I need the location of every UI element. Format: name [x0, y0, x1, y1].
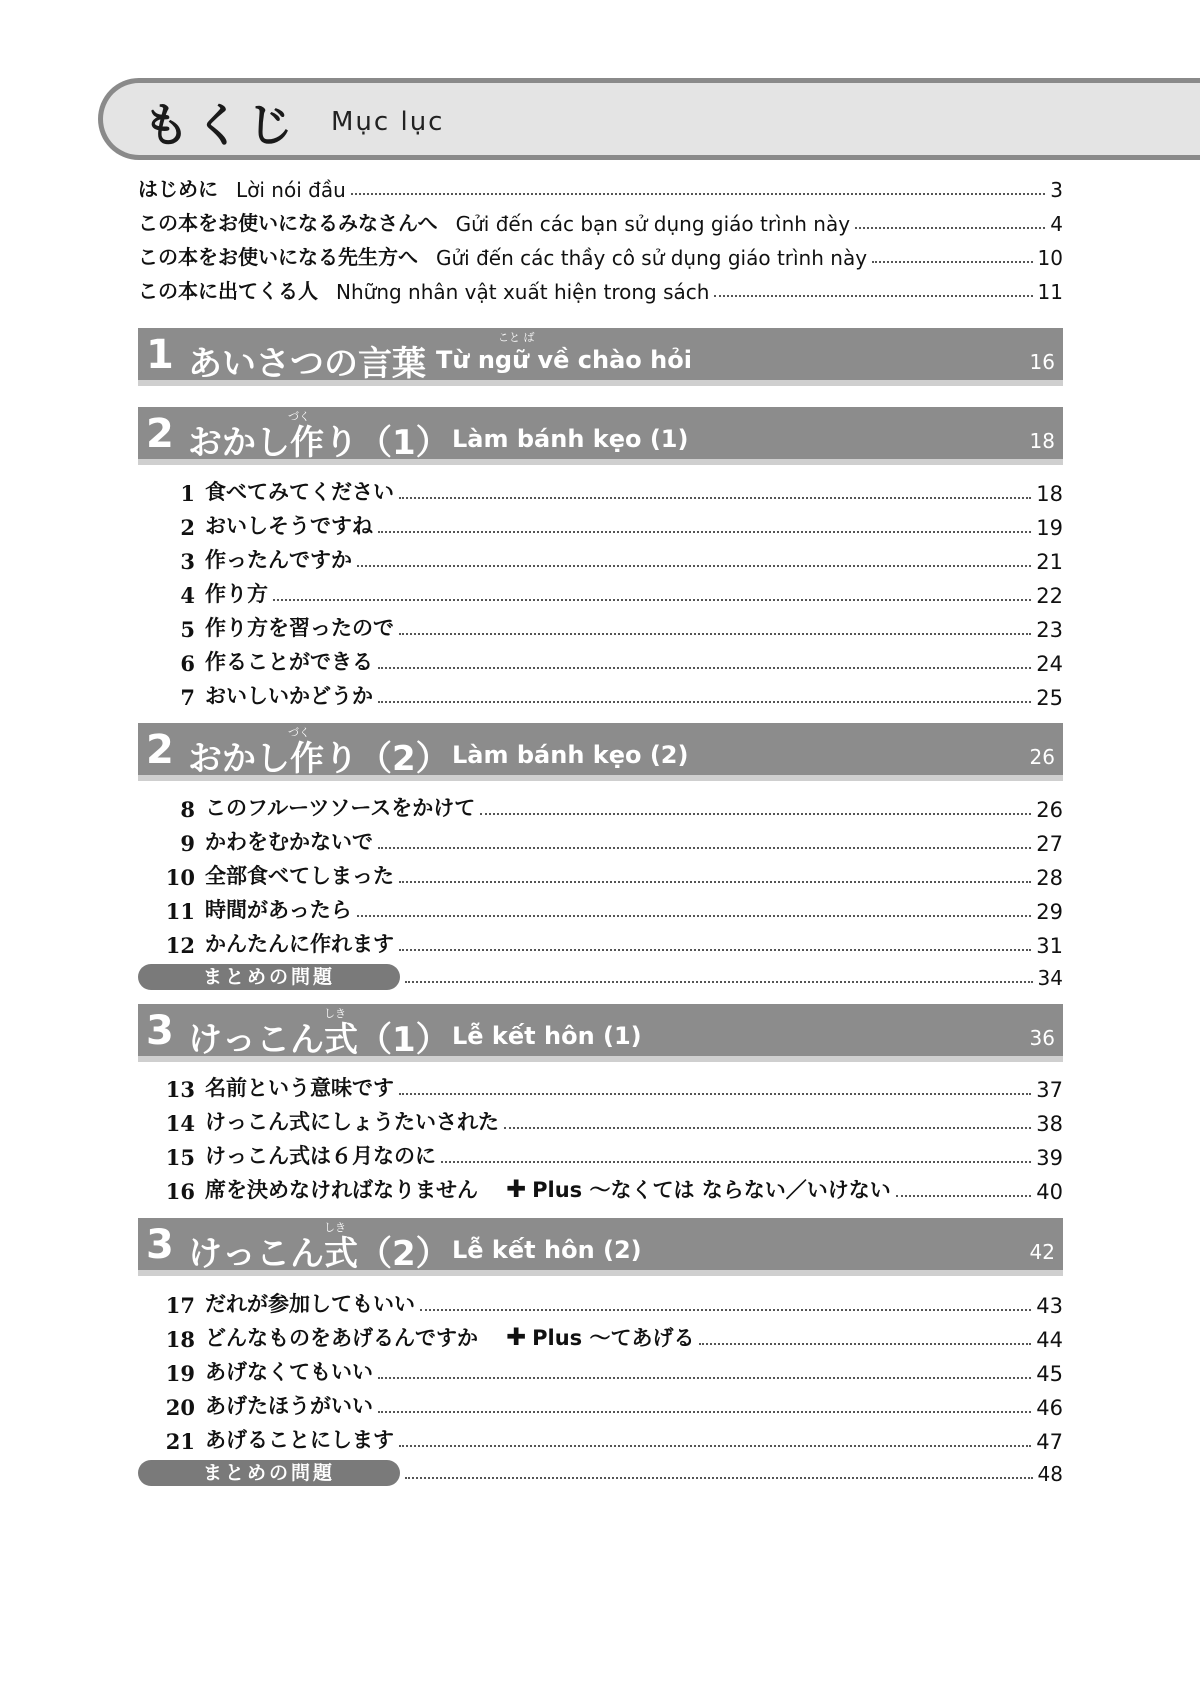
lesson-entry[interactable] — [165, 790, 1063, 822]
page-number: 18 — [1029, 429, 1055, 453]
lesson-entry[interactable] — [165, 1104, 1063, 1136]
lesson-title: あげることにします — [205, 1428, 394, 1452]
lesson-entry[interactable] — [165, 508, 1063, 540]
page-title: もくじ — [143, 98, 299, 152]
lesson-title: あげたほうがいい — [205, 1394, 373, 1418]
lesson-title: 作り方 — [205, 582, 268, 606]
lesson-title: 作ったんですか — [205, 548, 352, 572]
unit-title-vi: Từ ngữ về chào hỏi — [436, 346, 692, 374]
lesson-number: 6 — [180, 651, 195, 676]
dot-leader — [378, 1411, 1031, 1413]
page-number: 22 — [1036, 584, 1063, 608]
plus-text: Plus ～てあげる — [532, 1326, 695, 1350]
lesson-number: 3 — [180, 549, 195, 574]
unit-banner[interactable] — [138, 1218, 1063, 1276]
lesson-title: 名前という意味です — [205, 1076, 394, 1100]
lesson-title: 時間があったら — [205, 898, 352, 922]
dot-leader — [405, 981, 1033, 983]
lesson-entry[interactable] — [165, 1388, 1063, 1420]
dot-leader — [357, 565, 1031, 567]
lesson-entry[interactable] — [165, 1354, 1063, 1386]
unit-number: 3 — [146, 1222, 174, 1268]
dot-leader — [378, 701, 1031, 703]
unit-banner[interactable] — [138, 407, 1063, 465]
unit-title-jp: おかし作り（1） — [188, 423, 450, 463]
unit-title-jp: けっこん式（2） — [188, 1234, 450, 1274]
dot-leader — [399, 949, 1031, 951]
page-number: 31 — [1036, 934, 1063, 958]
dot-leader — [378, 667, 1031, 669]
lesson-title: かんたんに作れます — [205, 932, 394, 956]
summary-pill: まとめの問題 — [138, 1460, 400, 1486]
toc-entry[interactable] — [138, 170, 1063, 202]
unit-banner[interactable] — [138, 328, 1063, 386]
entry-title-vi: Những nhân vật xuất hiện trong sách — [336, 280, 710, 304]
lesson-title: かわをむかないで — [205, 830, 373, 854]
plus-note — [506, 1174, 891, 1204]
lesson-number: 8 — [180, 797, 195, 822]
lesson-entry[interactable] — [165, 1172, 1063, 1204]
lesson-number: 7 — [180, 685, 195, 710]
lesson-number: 5 — [180, 617, 195, 642]
dot-leader — [273, 599, 1031, 601]
dot-leader — [399, 881, 1031, 883]
toc-header — [98, 78, 1200, 160]
page-number: 39 — [1036, 1146, 1063, 1170]
lesson-entry[interactable] — [165, 1286, 1063, 1318]
lesson-number: 18 — [165, 1327, 195, 1352]
dot-leader — [399, 1445, 1031, 1447]
unit-title-vi: Làm bánh kẹo (1) — [452, 425, 689, 453]
plus-text: Plus ～なくては ならない／いけない — [532, 1178, 891, 1202]
unit-banner[interactable] — [138, 723, 1063, 781]
lesson-title: おいしそうですね — [205, 514, 373, 538]
lesson-number: 2 — [180, 515, 195, 540]
page-number: 19 — [1036, 516, 1063, 540]
dot-leader — [420, 1309, 1031, 1311]
page-number: 44 — [1036, 1328, 1063, 1352]
lesson-entry[interactable] — [165, 1422, 1063, 1454]
lesson-title: このフルーツソースをかけて — [205, 796, 476, 820]
page-number: 46 — [1036, 1396, 1063, 1420]
unit-number: 2 — [146, 727, 174, 773]
page-number: 21 — [1036, 550, 1063, 574]
unit-title-jp: けっこん式（1） — [188, 1020, 450, 1060]
dot-leader — [378, 1377, 1031, 1379]
page-number: 29 — [1036, 900, 1063, 924]
lesson-entry[interactable] — [165, 644, 1063, 676]
unit-title-jp: あいさつの言葉 — [188, 344, 426, 384]
page-number: 42 — [1029, 1240, 1055, 1264]
dot-leader — [441, 1161, 1031, 1163]
plus-icon: ✚ — [506, 1323, 527, 1351]
lesson-entry[interactable] — [165, 678, 1063, 710]
unit-title-vi: Làm bánh kẹo (2) — [452, 741, 689, 769]
page-number: 36 — [1029, 1026, 1055, 1050]
lesson-entry[interactable] — [165, 858, 1063, 890]
lesson-number: 11 — [165, 899, 195, 924]
dot-leader — [855, 227, 1045, 229]
lesson-number: 9 — [180, 831, 195, 856]
unit-title-jp: おかし作り（2） — [188, 739, 450, 779]
lesson-entry[interactable] — [165, 1070, 1063, 1102]
page-number: 26 — [1029, 745, 1055, 769]
page-number: 48 — [1037, 1462, 1063, 1486]
lesson-number: 1 — [180, 481, 195, 506]
dot-leader — [699, 1343, 1031, 1345]
dot-leader — [399, 1093, 1031, 1095]
furigana: づく — [288, 410, 310, 423]
summary-entry[interactable] — [138, 962, 1063, 990]
lesson-number: 20 — [165, 1395, 195, 1420]
dot-leader — [714, 295, 1032, 297]
furigana: づく — [288, 726, 310, 739]
lesson-number: 17 — [165, 1293, 195, 1318]
entry-title-vi: Gửi đến các bạn sử dụng giáo trình này — [455, 212, 851, 236]
lesson-entry[interactable] — [165, 474, 1063, 506]
page-number: 10 — [1037, 246, 1063, 270]
lesson-entry[interactable] — [165, 1138, 1063, 1170]
unit-title-vi: Lễ kết hôn (1) — [452, 1022, 642, 1050]
lesson-number: 4 — [180, 583, 195, 608]
dot-leader — [399, 633, 1031, 635]
lesson-entry[interactable] — [165, 824, 1063, 856]
entry-title-jp: この本をお使いになる先生方へ — [138, 245, 418, 269]
lesson-title: おいしいかどうか — [205, 684, 373, 708]
lesson-entry[interactable] — [165, 610, 1063, 642]
page-subtitle: Mục lục — [331, 107, 445, 137]
dot-leader — [504, 1127, 1031, 1129]
lesson-entry[interactable] — [165, 576, 1063, 608]
page-number: 3 — [1050, 178, 1063, 202]
lesson-title: 作り方を習ったので — [205, 616, 394, 640]
page-number: 26 — [1036, 798, 1063, 822]
lesson-title: だれが参加してもいい — [205, 1292, 415, 1316]
dot-leader — [896, 1195, 1031, 1197]
page-number: 16 — [1029, 350, 1055, 374]
toc-entry[interactable] — [138, 272, 1063, 304]
entry-title-jp: この本をお使いになるみなさんへ — [138, 211, 438, 235]
furigana: しき — [324, 1007, 346, 1020]
page-number: 38 — [1036, 1112, 1063, 1136]
page-number: 47 — [1036, 1430, 1063, 1454]
dot-leader — [480, 813, 1031, 815]
page-number: 43 — [1036, 1294, 1063, 1318]
unit-banner[interactable] — [138, 1004, 1063, 1062]
dot-leader — [872, 261, 1033, 263]
dot-leader — [357, 915, 1031, 917]
unit-title-vi: Lễ kết hôn (2) — [452, 1236, 642, 1264]
entry-title-vi: Gửi đến các thầy cô sử dụng giáo trình này — [436, 246, 868, 270]
lesson-number: 14 — [165, 1111, 195, 1136]
lesson-title: 全部食べてしまった — [205, 864, 394, 888]
dot-leader — [378, 847, 1031, 849]
page-number: 37 — [1036, 1078, 1063, 1102]
plus-icon: ✚ — [506, 1175, 527, 1203]
lesson-title: けっこん式は６月なのに — [205, 1144, 436, 1168]
lesson-number: 21 — [165, 1429, 195, 1454]
page-number: 25 — [1036, 686, 1063, 710]
page-number: 23 — [1036, 618, 1063, 642]
lesson-title: 作ることができる — [205, 650, 373, 674]
lesson-entry[interactable] — [165, 542, 1063, 574]
page-number: 27 — [1036, 832, 1063, 856]
lesson-entry[interactable] — [165, 926, 1063, 958]
lesson-entry[interactable] — [165, 892, 1063, 924]
dot-leader — [378, 531, 1031, 533]
lesson-number: 10 — [165, 865, 195, 890]
page-number: 11 — [1037, 280, 1063, 304]
furigana: しき — [324, 1221, 346, 1234]
dot-leader — [351, 193, 1046, 195]
lesson-title: あげなくてもいい — [205, 1360, 373, 1384]
lesson-number: 19 — [165, 1361, 195, 1386]
lesson-entry[interactable] — [165, 1320, 1063, 1352]
lesson-number: 13 — [165, 1077, 195, 1102]
page-number: 34 — [1037, 966, 1063, 990]
unit-number: 3 — [146, 1008, 174, 1054]
dot-leader — [405, 1477, 1033, 1479]
lesson-number: 12 — [165, 933, 195, 958]
entry-title-jp: はじめに — [138, 177, 218, 201]
page-number: 24 — [1036, 652, 1063, 676]
page-number: 40 — [1036, 1180, 1063, 1204]
summary-entry[interactable] — [138, 1458, 1063, 1486]
plus-note — [506, 1322, 694, 1352]
unit-number: 2 — [146, 411, 174, 457]
entry-title-vi: Lời nói đầu — [236, 178, 346, 202]
lesson-title: どんなものをあげるんですか — [205, 1326, 478, 1350]
page-number: 28 — [1036, 866, 1063, 890]
entry-title-jp: この本に出てくる人 — [138, 279, 318, 303]
page-number: 4 — [1050, 212, 1063, 236]
toc-entry[interactable] — [138, 204, 1063, 236]
lesson-title: 食べてみてください — [205, 480, 394, 504]
lesson-title: けっこん式にしょうたいされた — [205, 1110, 499, 1134]
page-number: 45 — [1036, 1362, 1063, 1386]
lesson-number: 15 — [165, 1145, 195, 1170]
summary-pill: まとめの問題 — [138, 964, 400, 990]
lesson-number: 16 — [165, 1179, 195, 1204]
dot-leader — [399, 497, 1031, 499]
unit-number: 1 — [146, 332, 174, 378]
toc-entry[interactable] — [138, 238, 1063, 270]
lesson-title: 席を決めなければなりません — [205, 1178, 478, 1202]
furigana: こと ば — [498, 331, 535, 344]
page-number: 18 — [1036, 482, 1063, 506]
